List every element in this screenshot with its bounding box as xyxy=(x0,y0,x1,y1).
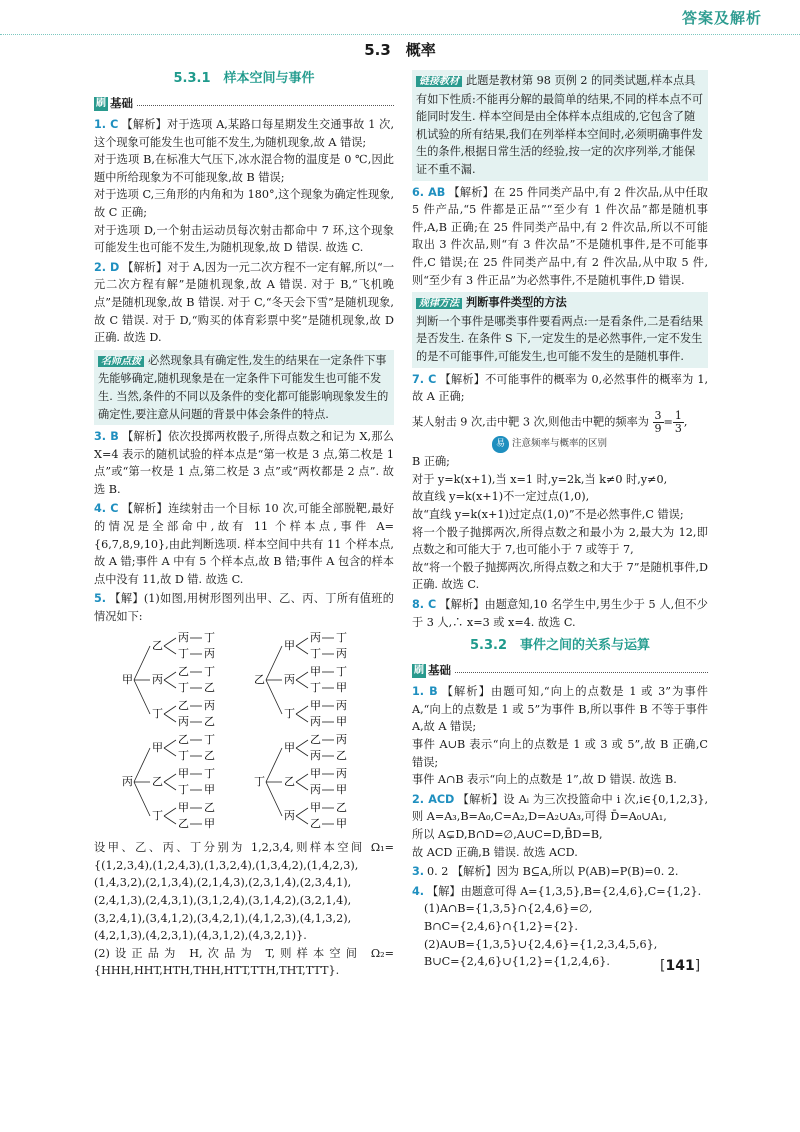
jichu-heading xyxy=(94,94,394,114)
tree-root: 甲 xyxy=(122,672,133,686)
method-title: 判断事件类型的方法 xyxy=(466,296,567,310)
tree-node: 丙 xyxy=(152,672,163,686)
tree-leaf: 甲 xyxy=(336,680,347,694)
jichu-tag: 刷 xyxy=(414,665,424,677)
tree-node: 丙 xyxy=(178,630,189,644)
tree-node: 丁 xyxy=(178,680,189,694)
tree-leaf: 丁 xyxy=(204,630,215,644)
tree-node: 乙 xyxy=(178,698,189,712)
dotted-rule xyxy=(137,105,394,106)
method-box xyxy=(412,292,708,367)
handnote-badge: 易 xyxy=(492,436,509,454)
denominator: 3 xyxy=(674,421,682,435)
answer-text: B 正确; xyxy=(412,455,450,469)
tree-node: 丁 xyxy=(152,808,163,822)
tree-leaf: 丙 xyxy=(204,698,215,712)
answer-text: (1)A∩B={1,3,5}∩{2,4,6}=∅, xyxy=(424,902,593,916)
tree-leaf: 甲 xyxy=(336,782,347,796)
answer-text: 【解】(1)如图,用树形图列出甲、乙、丙、丁所有值班的情况如下: xyxy=(94,592,394,624)
tree-node: 乙 xyxy=(152,774,163,788)
page-number-value: 141 xyxy=(665,958,695,974)
answer-text: B∪C={2,4,6}∪{1,2}={1,2,4,6}. xyxy=(424,955,610,969)
tree-node: 丙 xyxy=(310,748,321,762)
tree-leaf: 丙 xyxy=(336,766,347,780)
answer-b2 xyxy=(412,791,708,861)
tree-node: 丁 xyxy=(152,706,163,720)
answer-6 xyxy=(412,184,708,290)
tree-edge xyxy=(296,816,308,824)
jichu-tag: 刷 xyxy=(96,98,106,109)
tree-node: 丁 xyxy=(178,782,189,796)
tree-node: 丁 xyxy=(310,646,321,660)
answer-text: 【解析】由题可知,“向上的点数是 1 或 3”为事件 A,“向上的点数是 1 或 5”为事件 B,所以事件 B 不等于事件 A,故 A 错误; xyxy=(412,685,708,734)
answer-4 xyxy=(94,500,394,588)
left-column xyxy=(94,68,394,980)
tree-node: 丁 xyxy=(284,706,295,720)
tree-node: 甲 xyxy=(310,766,321,780)
tree-node: 乙 xyxy=(178,816,189,830)
tree-edge xyxy=(296,706,308,714)
tree-edge xyxy=(164,638,176,646)
tree-edge xyxy=(164,782,176,790)
answer-text: 故 ACD 正确,B 错误. 故选 ACD. xyxy=(412,845,578,859)
handwritten-note xyxy=(492,435,708,454)
tree-leaf: 甲 xyxy=(336,714,347,728)
tree-node: 乙 xyxy=(152,638,163,652)
header-divider xyxy=(0,34,800,35)
tree-edge xyxy=(164,646,176,654)
answer-number: 5. xyxy=(94,592,107,606)
tree-node: 丙 xyxy=(284,672,295,686)
tree-edge xyxy=(164,816,176,824)
tree-root: 乙 xyxy=(254,672,265,686)
tree-leaf: 丙 xyxy=(204,646,215,660)
answer-text: 故直线 y=k(x+1)不一定过点(1,0), xyxy=(412,490,590,504)
answer-7: 7. C 【解析】不可能事件的概率为 0,必然事件的概率为 1,故 A 正确; 某人射击 9 次,击中靶 3 次,则他击中靶的频率为 $\frac{3}{9}$ = $\frac{1}{3}$ , 易 注意频率与概率的区别 B 正确; 对于 y=k(x+1),当 x=1 时,y=2k,当 k≠0 时,y≠0, 故直线 y=k(x+1)不一定过点(1,0), 故“直线 y=k(x+1)过定点(1,0)”不是必然事件,C 错误; 将一个骰子抛掷两次,所得点数之和最小为 2,最大为 12,即点数之和可能大于 7,也可能小于 7 或等于 7, 故“将一个骰子抛掷两次,所得点数之和大于 7”是随机事件,D 正确. 故选 C. xyxy=(412,371,708,595)
answer-number: 6. AB xyxy=(412,185,446,199)
tree-node: 甲 xyxy=(152,740,163,754)
numerator: 1 xyxy=(674,408,682,422)
teacher-tip-tag: 名师点拨 xyxy=(98,356,144,367)
tree-node: 丙 xyxy=(178,714,189,728)
handnote-text: 注意频率与概率的区别 xyxy=(512,437,608,449)
tree-node: 丁 xyxy=(178,748,189,762)
tree-leaf: 乙 xyxy=(204,748,215,762)
answer-b3 xyxy=(412,863,708,881)
right-column xyxy=(412,68,708,971)
tree-edge xyxy=(296,740,308,748)
answer-number: 1. C xyxy=(94,118,119,131)
tree-edge xyxy=(134,748,150,782)
tree-node: 丙 xyxy=(310,630,321,644)
answer-text: 事件 A∩B 表示“向上的点数是 1”,故 D 错误. 故选 B. xyxy=(412,773,677,787)
answer-text: 对于 y=k(x+1),当 x=1 时,y=2k,当 k≠0 时,y≠0, xyxy=(412,472,668,486)
tree-leaf: 乙 xyxy=(336,800,347,814)
answer-text: 【解】由题意可得 A={1,3,5},B={2,4,6},C={1,2}. xyxy=(427,884,702,898)
answer-text: 【解析】由题意知,10 名学生中,男生少于 5 人,但不少于 3 人,∴ x=3 或 x=4. 故选 C. xyxy=(412,598,708,629)
method-text: 判断一个事件是哪类事件要看两点:一是看条件,二是看结果是否发生. 在条件 S 下,一定发生的是必然事件,一定不发生的是不可能事件,可能发生,也可能不发生的是随机事件. xyxy=(416,314,704,363)
tree-node: 甲 xyxy=(178,800,189,814)
answer-text: 对于选项 D,一个射击运动员每次射击都命中 7 环,这个现象可能发生也可能不发生,为随机现象,故 D 错误. 故选 C. xyxy=(94,223,394,255)
tree-leaf: 丁 xyxy=(204,664,215,678)
tree-node: 甲 xyxy=(310,800,321,814)
tree-edge xyxy=(164,808,176,816)
header-label: 答案及解析 xyxy=(681,9,762,27)
textbook-link-tag: 链接教材 xyxy=(416,76,462,87)
tree-leaf: 甲 xyxy=(204,816,215,830)
tree-edge xyxy=(296,774,308,782)
answer-number: 2. ACD xyxy=(412,792,455,806)
tree-edge xyxy=(164,748,176,756)
tree-edge xyxy=(134,646,150,680)
answer-b1 xyxy=(412,683,708,789)
teacher-tip-box xyxy=(94,350,394,425)
tree-leaf: 丁 xyxy=(204,766,215,780)
answer-number: 1. B xyxy=(412,685,438,699)
tree-edge xyxy=(296,646,308,654)
tree-leaf: 甲 xyxy=(204,782,215,796)
tree-leaf: 丙 xyxy=(336,698,347,712)
textbook-link-text: 此题是教材第 98 页例 2 的同类试题,样本点具有如下性质:不能再分解的最简单的结果,不同的样本点不可能同时发生. 样本空间是由全体样本点组成的,它包含了随机试验的所有结果,我们在列举样本空间时,必须明确事件发生的条件,根据日常生活的经验,按一定的次序列举,才能保证不重不漏. xyxy=(416,74,704,176)
tree-edge xyxy=(134,680,150,714)
answer-text: 所以 A⊊D,B∩D=∅,A∪C=D,B̄D=B, xyxy=(412,827,603,841)
tree-edge xyxy=(296,672,308,680)
textbook-link-box xyxy=(412,70,708,181)
answer-text: 【解析】对于选项 A,某路口每星期发生交通事故 1 次,这个现象可能发生也可能不发生,为随机现象,故 A 错误; xyxy=(94,118,394,149)
dotted-rule xyxy=(455,672,708,673)
answer-text: 某人射击 9 次,击中靶 3 次,则他击中靶的频率为 xyxy=(412,415,649,429)
tree-node: 丁 xyxy=(310,680,321,694)
tree-node: 甲 xyxy=(310,698,321,712)
tree-edge xyxy=(164,680,176,688)
tree-leaf: 丁 xyxy=(336,630,347,644)
tree-leaf: 丙 xyxy=(336,732,347,746)
page-number: [141] xyxy=(660,958,701,974)
tree-leaf: 丁 xyxy=(204,732,215,746)
tree-node: 乙 xyxy=(310,732,321,746)
tree-leaf: 乙 xyxy=(336,748,347,762)
tree-node: 甲 xyxy=(310,664,321,678)
tree-leaf: 丙 xyxy=(336,646,347,660)
tree-leaf: 乙 xyxy=(204,680,215,694)
fraction xyxy=(653,410,664,435)
section-title: 5.3.1 样本空间与事件 xyxy=(173,71,315,86)
chapter-title: 5.3 概率 xyxy=(364,41,436,59)
jichu-heading-2 xyxy=(412,661,708,681)
tree-node: 甲 xyxy=(284,740,295,754)
tree-node: 丙 xyxy=(310,714,321,728)
answer-text: (2)A∪B={1,3,5}∪{2,4,6}={1,2,3,4,5,6}, xyxy=(424,937,658,951)
tree-edge xyxy=(296,748,308,756)
tree-diagram xyxy=(114,630,394,836)
tree-node: 丙 xyxy=(310,782,321,796)
answer-1 xyxy=(94,116,394,257)
tree-edge xyxy=(296,638,308,646)
tree-edge xyxy=(266,782,282,816)
answer-text: 故“直线 y=k(x+1)过定点(1,0)”不是必然事件,C 错误; xyxy=(412,508,684,522)
method-tag: 规律方法 xyxy=(416,298,462,309)
tree-edge xyxy=(266,646,282,680)
tree-root: 丙 xyxy=(122,774,133,788)
answer-text: 【解析】连续射击一个目标 10 次,可能全部脱靶,最好的情况是全部命中,故有 11 个样本点,事件 A={6,7,8,9,10},由此判断选项. 样本空间中共有 11 个样本点,故 A 错;事件 A 中有 5 个样本点,故 B 错;事件 A 包含的样本点中没有 11,故 D 错. 故选 C. xyxy=(94,502,395,586)
tree-edge xyxy=(266,748,282,782)
tree-edge xyxy=(164,774,176,782)
jichu-label: 基础 xyxy=(428,663,451,678)
tree-edge xyxy=(164,672,176,680)
answer-number: 8. C xyxy=(412,598,437,612)
tree-edge xyxy=(296,680,308,688)
answer-8 xyxy=(412,596,708,631)
tree-edge xyxy=(164,706,176,714)
tree-edge xyxy=(164,714,176,722)
answer-5 xyxy=(94,590,394,625)
tree-edge xyxy=(134,782,150,816)
tree-edge xyxy=(296,782,308,790)
answer-text: 故“将一个骰子抛掷两次,所得点数之和大于 7”是随机事件,D 正确. 故选 C. xyxy=(412,560,708,592)
answer-5-omega xyxy=(94,839,394,980)
tree-leaf: 乙 xyxy=(204,800,215,814)
tree-edge xyxy=(266,680,282,714)
tree-diagram-svg xyxy=(114,630,384,830)
answer-text: 将一个骰子抛掷两次,所得点数之和最小为 2,最大为 12,即点数之和可能大于 7,也可能小于 7 或等于 7, xyxy=(412,525,708,557)
tree-leaf: 甲 xyxy=(336,816,347,830)
tree-node: 丁 xyxy=(178,646,189,660)
tree-leaf: 乙 xyxy=(204,714,215,728)
answer-2 xyxy=(94,259,394,347)
tree-node: 乙 xyxy=(178,664,189,678)
tree-root: 丁 xyxy=(254,774,265,788)
tree-node: 乙 xyxy=(310,816,321,830)
sample-space-1: 设甲、乙、丙、丁分别为 1,2,3,4,则样本空间 Ω₁={(1,2,3,4),(1,2,4,3),(1,3,2,4),(1,3,4,2),(1,4,2,3),(1,4,3,2),(2,1,3,4),(2,1,4,3),(2,3,1,4),(2,3,4,1),(2,4,1,3),(2,4,3,1),(3,1,2,4),(3,1,4,2),(3,2,1,4),(3,2,4,1),(3,4,1,2),(3,4,2,1),(4,1,2,3),(4,1,3,2),(4,2,1,3),(4,2,3,1),(4,3,1,2),(4,3,2,1)}. xyxy=(94,841,394,943)
teacher-tip-text: 必然现象具有确定性,发生的结果在一定条件下事先能够确定,随机现象是在一定条件下可能发生也可能不发生. 当然,条件的不同以及条件的变化都可能影响现象发生的确定性,要注意从问题的背景中体会条件的特点. xyxy=(98,353,389,421)
answer-text: 【解析】设 Aᵢ 为三次投篮命中 i 次,i∈{0,1,2,3},则 A=A₃,B=A₀,C=A₂,D=A₂∪A₃,可得 D̄=A₀∪A₁, xyxy=(412,792,708,824)
answer-text: 【解析】对于 A,因为一元二次方程不一定有解,所以“一元二次方程有解”是随机现象,故 A 错误. 对于 B,“飞机晚点”是随机现象,故 B 错误. 对于 C,“冬天会下雪”是随机现象,故 C 错误. 对于 D,“购买的体育彩票中奖”是随机现象,故 D 正确. 故选 D. xyxy=(94,260,395,345)
answer-text: B∩C={2,4,6}∩{1,2}={2}. xyxy=(424,919,578,933)
answer-text: 对于选项 C,三角形的内角和为 180°,这个现象为确定性现象,故 C 正确; xyxy=(94,188,394,219)
answer-text: 事件 A∪B 表示“向上的点数是 1 或 3 或 5”,故 B 正确,C 错误; xyxy=(412,738,708,769)
answer-3 xyxy=(94,428,394,498)
tree-leaf: 丁 xyxy=(336,664,347,678)
sample-space-2: (2)设正品为 H,次品为 T,则样本空间 Ω₂={HHH,HHT,HTH,THH,HTT,TTH,THT,TTT}. xyxy=(94,946,394,978)
tree-node: 甲 xyxy=(178,766,189,780)
tree-node: 丙 xyxy=(284,808,295,822)
numerator: 3 xyxy=(654,408,662,422)
tree-edge xyxy=(296,808,308,816)
tree-node: 甲 xyxy=(284,638,295,652)
section-title-2: 5.3.2 事件之间的关系与运算 xyxy=(469,638,650,654)
tree-edge xyxy=(296,714,308,722)
answer-number: 4. xyxy=(412,884,425,898)
answer-text: 【解析】在 25 件同类产品中,有 2 件次品,从中任取 5 件产品,“5 件都是正品”“至少有 1 件次品”都是随机事件,A,B 正确;在 25 件同类产品中,有 2 件次品,所以不可能取出 3 件次品,则“有 3 件次品”不是随机事件,是不可能事件,C 错误;在 25 件同类产品中,有 2 件次品,从中取 5 件,则“至少有 3 件正品”为必然事件,不是随机事件,D 错误. xyxy=(412,185,708,287)
answer-number: 7. C xyxy=(412,372,437,386)
answer-text: 【解析】不可能事件的概率为 0,必然事件的概率为 1,故 A 正确; xyxy=(412,372,709,404)
jichu-label: 基础 xyxy=(110,96,133,111)
answer-number: 2. D xyxy=(94,260,120,274)
answer-text: 对于选项 B,在标准大气压下,冰水混合物的温度是 0 ℃,因此题中所给现象为不可能现象,故 B 错误; xyxy=(94,153,394,184)
answer-text: 【解析】依次投掷两枚骰子,所得点数之和记为 X,那么 X=4 表示的随机试验的样本点是“第一枚是 3 点,第二枚是 1 点”或“第一枚是 1 点,第二枚是 3 点”或“两枚都是 2 点”. 故选 B. xyxy=(94,430,394,496)
answer-number: 4. C xyxy=(94,502,119,516)
tree-node: 乙 xyxy=(284,774,295,788)
tree-node: 乙 xyxy=(178,732,189,746)
answer-number: 3. xyxy=(412,865,425,879)
fraction xyxy=(673,410,684,435)
tree-edge xyxy=(164,740,176,748)
denominator: 9 xyxy=(654,421,662,435)
answer-number: 3. B xyxy=(94,430,119,444)
answer-text: 0. 2 【解析】因为 B⊆A,所以 P(AB)=P(B)=0. 2. xyxy=(427,865,679,879)
